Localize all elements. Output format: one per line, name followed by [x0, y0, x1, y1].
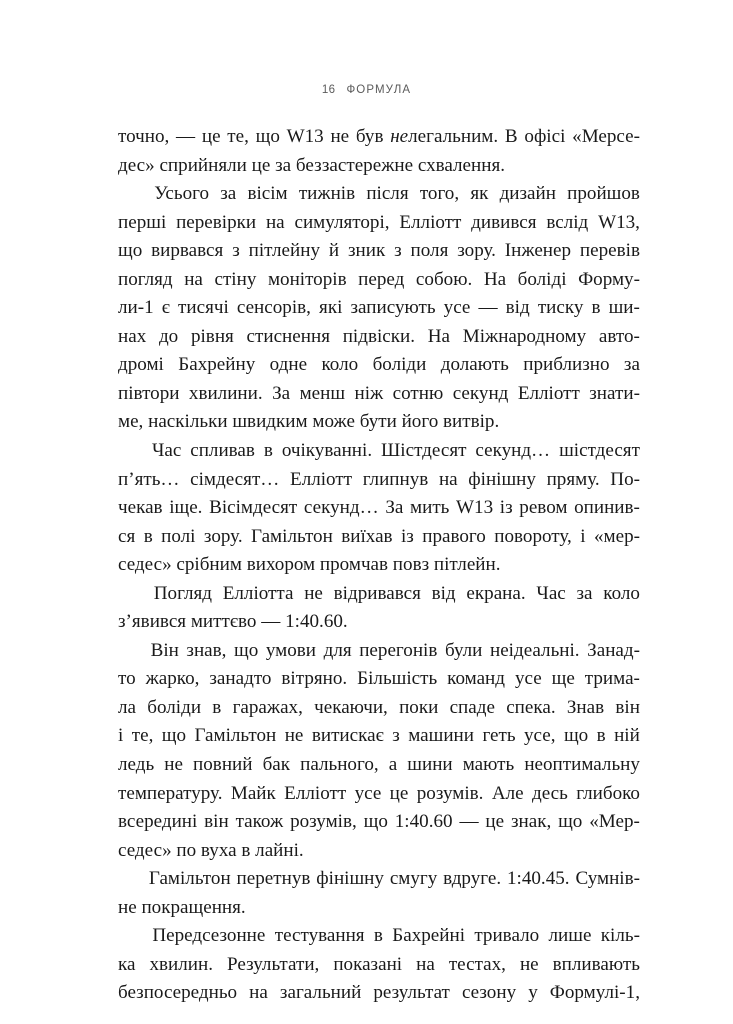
text-line: Усього за вісім тижнів після того, як дизайн пройшов — [154, 183, 640, 205]
text-line: дес» сприйняли це за беззастережне схвалення. — [118, 154, 506, 176]
text-line: і те, що Гамільтон не витискає з машини геть усе, що в ній — [118, 725, 640, 747]
text-line: ка хвилин. Результати, показані на тестах, не впливають — [118, 953, 640, 975]
text-line: що вирвався з пітлейну й зник з поля зору. Інженер перевів — [118, 240, 640, 262]
text-line: Час спливав в очікуванні. Шістдесят секунд… шістдесят — [151, 440, 640, 462]
text-line: не покращення. — [118, 896, 246, 918]
text-line: всередині він також розумів, що 1:40.60 — це знак, що «Мер- — [118, 811, 640, 833]
text-line: температуру. Майк Елліотт усе це розумів. Але десь глибоко — [118, 782, 640, 804]
text-line: ледь не повний бак пального, а шини мають неоптимальну — [118, 754, 640, 776]
paragraph — [118, 922, 640, 1008]
text-line: ла боліди в гаражах, чекаючи, поки спаде спека. Знав він — [118, 696, 640, 718]
text-line: безпосередньо на загальний результат сезону у Формулі-1, — [118, 982, 640, 1004]
running-head-title: ФОРМУЛА — [346, 84, 412, 96]
text-line: погляд на стіну моніторів перед собою. На боліді Форму- — [118, 268, 640, 290]
running-head — [0, 84, 733, 96]
text-line: півтори хвилини. За менш ніж сотню секунд Елліотт знати- — [118, 382, 640, 404]
body-text-block — [118, 123, 640, 1008]
page-number: 16 — [321, 84, 336, 96]
text-line: седес» срібним вихором промчав повз пітлейн. — [118, 554, 501, 576]
text-line: перші перевірки на симуляторі, Елліотт дивився вслід W13, — [118, 211, 640, 233]
paragraph — [118, 123, 640, 180]
text-line: Погляд Елліотта не відривався від екрана. Час за коло — [153, 582, 640, 604]
text-line: седес» по вуха в лайні. — [118, 839, 304, 861]
text-line: ли-1 є тисячі сенсорів, які записують усе — від тиску в ши- — [118, 297, 640, 319]
text-line: ся в полі зору. Гамільтон виїхав із правого повороту, і «мер- — [118, 525, 640, 547]
text-line: точно, — це те, що W13 не був нелегальним. В офісі «Мерсе- — [118, 126, 640, 147]
text-line: нах до рівня стиснення підвіски. На Міжнародному авто- — [118, 325, 640, 347]
paragraph — [118, 437, 640, 580]
text-line: Він знав, що умови для перегонів були неідеальні. Занад- — [150, 639, 640, 661]
text-line: то жарко, занадто вітряно. Більшість команд усе ще трима- — [118, 668, 640, 690]
text-line: дромі Бахрейну одне коло боліди долають приблизно за — [118, 354, 640, 376]
paragraph — [118, 865, 640, 922]
paragraph — [118, 580, 640, 637]
paragraph — [118, 180, 640, 437]
text-line: ме, наскільки швидким може бути його витвір. — [118, 411, 500, 433]
text-line: Передсезонне тестування в Бахрейні тривало лише кіль- — [152, 925, 640, 947]
paragraph — [118, 637, 640, 865]
text-line: Гамільтон перетнув фінішну смугу вдруге. 1:40.45. Сумнів- — [148, 868, 640, 890]
text-line: чекав іще. Вісімдесят секунд… За мить W13 із ревом опинив- — [118, 497, 640, 519]
text-line: п’ять… сімдесят… Елліотт глипнув на фінішну пряму. По- — [118, 468, 640, 490]
text-line: з’явився миттєво — 1:40.60. — [118, 611, 348, 633]
